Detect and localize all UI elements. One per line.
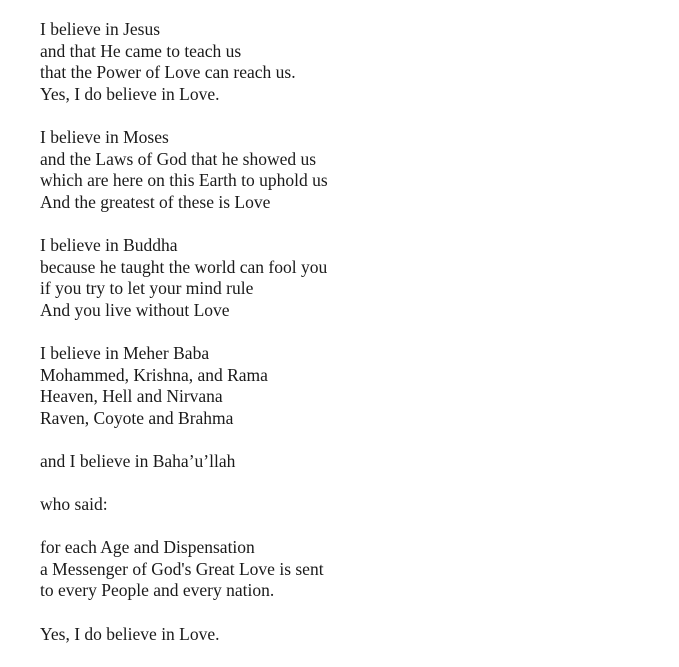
poem-line: that the Power of Love can reach us. bbox=[40, 62, 296, 83]
poem-line: I believe in Meher Baba bbox=[40, 342, 210, 363]
stanza-closing bbox=[40, 624, 660, 646]
poem-line: for each Age and Dispensation bbox=[40, 537, 255, 558]
poem-line: a Messenger of God's Great Love is sent bbox=[40, 558, 324, 579]
poem-line: who said: bbox=[40, 494, 108, 515]
poem-line: And the greatest of these is Love bbox=[40, 191, 271, 212]
stanza-who-said bbox=[40, 494, 660, 516]
poem-line: Heaven, Hell and Nirvana bbox=[40, 386, 223, 407]
stanza-moses bbox=[40, 127, 660, 213]
poem-line: if you try to let your mind rule bbox=[40, 278, 254, 299]
poem-line: I believe in Buddha bbox=[40, 234, 178, 255]
poem-line: I believe in Jesus bbox=[40, 19, 161, 39]
poem-line: I believe in Moses bbox=[40, 126, 169, 147]
poem-line: And you live without Love bbox=[40, 299, 230, 320]
stanza-meher-baba bbox=[40, 343, 660, 429]
poem-line: Yes, I do believe in Love. bbox=[40, 623, 220, 644]
poem-line: which are here on this Earth to uphold us bbox=[40, 170, 328, 191]
poem-line: and that He came to teach us bbox=[40, 40, 242, 61]
poem-line: and I believe in Baha’u’llah bbox=[40, 450, 236, 471]
stanza-jesus bbox=[40, 19, 660, 105]
poem bbox=[40, 19, 660, 667]
poem-line: because he taught the world can fool you bbox=[40, 256, 328, 277]
poem-line: Mohammed, Krishna, and Rama bbox=[40, 364, 268, 385]
stanza-messenger bbox=[40, 537, 660, 602]
stanza-buddha bbox=[40, 235, 660, 321]
stanza-bahaullah bbox=[40, 451, 660, 473]
poem-line: to every People and every nation. bbox=[40, 580, 275, 601]
poem-line: Yes, I do believe in Love. bbox=[40, 83, 220, 104]
poem-line: and the Laws of God that he showed us bbox=[40, 148, 317, 169]
poem-line: Raven, Coyote and Brahma bbox=[40, 407, 234, 428]
